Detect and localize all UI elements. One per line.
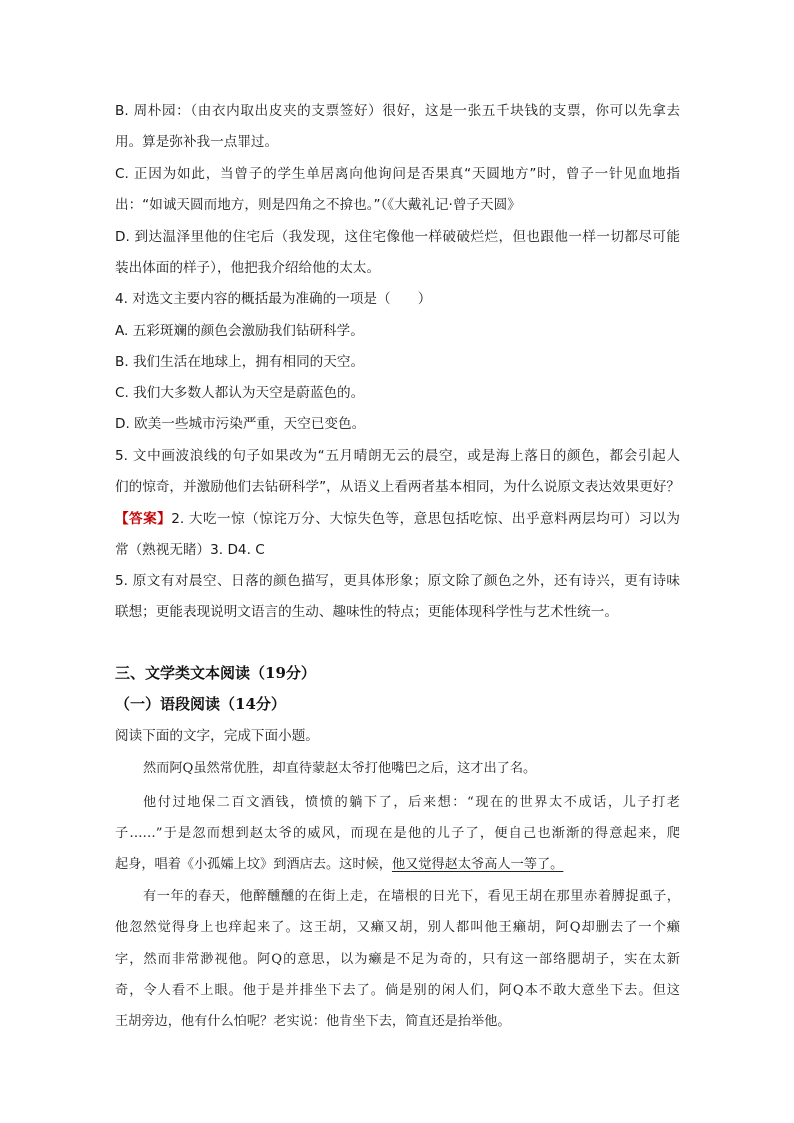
passage-p3-line5: 王胡旁边，他有什么怕呢？老实说：他肯坐下去，简直还是抬举他。	[115, 1014, 511, 1029]
question-4-option-c: C. 我们大多数人都认为天空是蔚蓝色的。	[115, 385, 365, 401]
option-c-line2: 出：“如诚天圆而地方，则是四角之不揜也。”（《大戴礼记·曾子天圆》	[115, 197, 521, 213]
underlined-sentence: 他又觉得赵太爷高人一等了。	[391, 857, 564, 872]
question-5-line1: 5. 文中画波浪线的句子如果改为“五月晴朗无云的晨空，或是海上落日的颜色，都会引起人	[115, 448, 680, 464]
option-c-line1: C. 正因为如此，当曾子的学生单居离向他询问是否果真“天圆地方”时，曾子一针见血地指	[115, 166, 680, 182]
passage-p1: 然而阿Q虽然常优胜，却直待蒙赵太爷打他嘴巴之后，这才出了名。	[143, 761, 537, 776]
passage-p3-line4: 奇，令人看不上眼。他于是并排坐下去了。倘是别的闲人们，阿Q本不敢大意坐下去。但这	[115, 983, 680, 998]
option-b-line1: B. 周朴园：（由衣内取出皮夹的支票签好）很好，这是一张五千块钱的支票，你可以先拿去	[115, 103, 680, 119]
question-4-option-a: A. 五彩斑斓的颜色会激励我们钻研科学。	[115, 323, 364, 339]
passage-p3-line2: 他忽然觉得身上也痒起来了。这王胡，又癞又胡，别人都叫他王癞胡，阿Q却删去了一个癞	[115, 920, 680, 935]
passage-p2-line1: 他付过地保二百文酒钱，愤愤的躺下了，后来想：“现在的世界太不成话，儿子打老	[143, 795, 680, 810]
passage-p2-text: 起身，唱着《小孤孀上坟》到酒店去。这时候，	[115, 857, 392, 872]
answer-line3: 5. 原文有对晨空、日落的颜色描写，更具体形象；原文除了颜色之外，还有诗兴，更有诗味	[115, 573, 680, 589]
answer-text-1: 2. 大吃一惊（惊诧万分、大惊失色等，意思包括吃惊、出乎意料两层均可）习以为	[171, 511, 681, 527]
option-d-line1: D. 到达温泽里他的住宅后（我发现，这住宅像他一样破破烂烂，但也跟他一样一切都尽可能	[115, 229, 680, 245]
question-4-stem: 4. 对选文主要内容的概括最为准确的一项是（ ）	[115, 291, 432, 307]
option-d-line2: 装出体面的样子），他把我介绍给他的太太。	[115, 260, 381, 276]
option-b-line2: 用。算是弥补我一点罪过。	[115, 134, 279, 150]
answer-line4: 联想；更能表现说明文语言的生动、趣味性的特点；更能体现科学性与艺术性统一。	[115, 604, 618, 620]
section-3-title: 三、文学类文本阅读（19分）	[115, 664, 316, 682]
answer-tag: 【答案】	[115, 511, 172, 527]
answer-line2: 常（熟视无睹）3. D4. C	[115, 542, 265, 558]
question-5-line2: 们的惊奇，并激励他们去钻研科学”，从语义上看两者基本相同，为什么说原文表达效果更好？	[115, 479, 680, 495]
passage-p3-line1: 有一年的春天，他醉醺醺的在街上走，在墙根的日光下，看见王胡在那里赤着膊捉虱子，	[143, 889, 680, 904]
answer-line1	[115, 509, 680, 529]
passage-p3-line3: 字，然而非常渺视他。阿Q的意思，以为癞是不足为奇的，只有这一部络腮胡子，实在太新	[115, 952, 680, 967]
section-3-instruction: 阅读下面的文字，完成下面小题。	[115, 728, 319, 744]
question-4-option-b: B. 我们生活在地球上，拥有相同的天空。	[115, 354, 365, 370]
question-4-option-d: D. 欧美一些城市污染严重，天空已变色。	[115, 416, 366, 432]
passage-p2-line3	[115, 855, 563, 875]
passage-p2-line2: 子……”于是忽而想到赵太爷的威风，而现在是他的儿子了，便自己也渐渐的得意起来，爬	[115, 826, 680, 841]
section-3-subtitle: （一）语段阅读（14分）	[115, 695, 286, 713]
